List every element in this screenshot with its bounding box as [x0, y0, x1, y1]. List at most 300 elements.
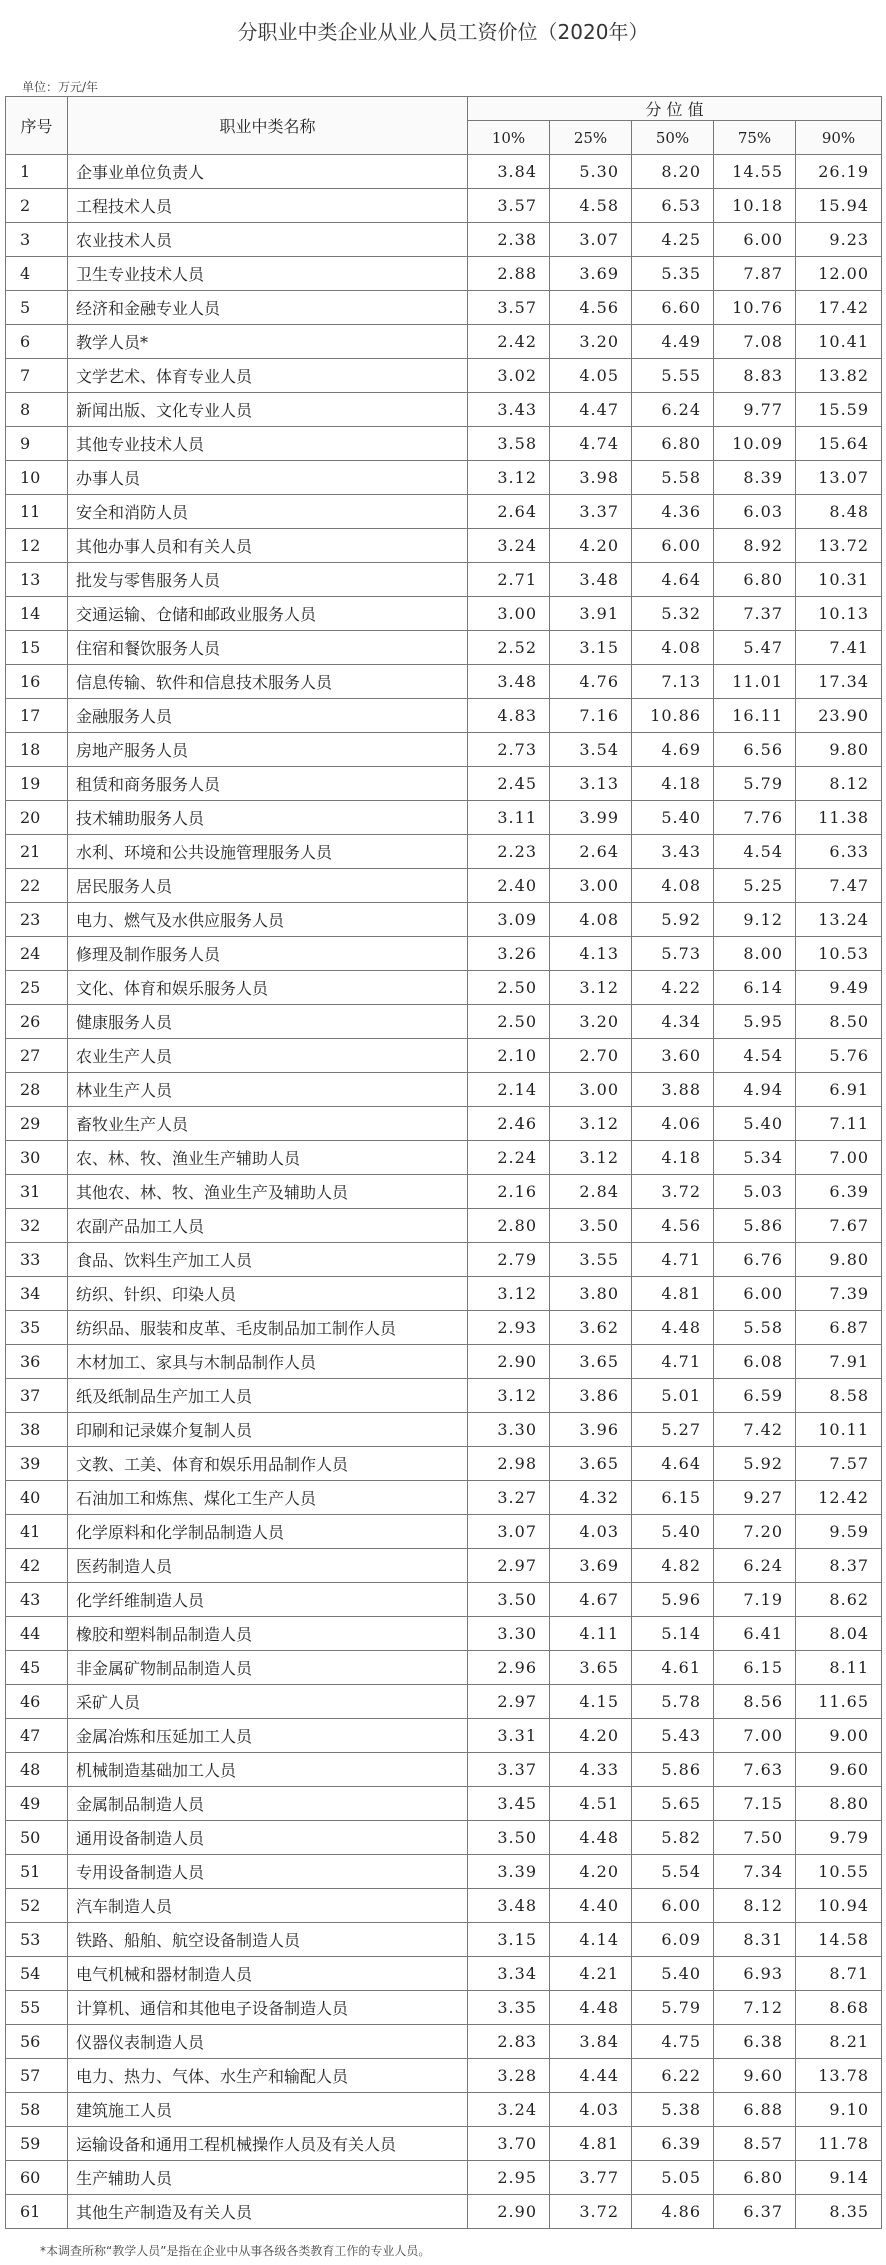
table-row	[6, 631, 882, 665]
cell-occupation: 文教、工美、体育和娱乐用品制作人员	[68, 1447, 468, 1481]
cell-p10: 2.96	[468, 1651, 550, 1685]
cell-p10: 3.39	[468, 1855, 550, 1889]
cell-p25: 3.37	[550, 495, 632, 529]
cell-p10: 2.88	[468, 257, 550, 291]
cell-no: 9	[6, 427, 68, 461]
header-p75: 75%	[714, 121, 796, 155]
cell-occupation: 纸及纸制品生产加工人员	[68, 1379, 468, 1413]
cell-p25: 4.48	[550, 1821, 632, 1855]
cell-occupation: 木材加工、家具与木制品制作人员	[68, 1345, 468, 1379]
cell-p90: 10.94	[796, 1889, 882, 1923]
cell-p25: 4.03	[550, 2093, 632, 2127]
table-row	[6, 2025, 882, 2059]
cell-occupation: 其他农、林、牧、渔业生产及辅助人员	[68, 1175, 468, 1209]
cell-p25: 2.84	[550, 1175, 632, 1209]
cell-p25: 3.13	[550, 767, 632, 801]
cell-occupation: 农业技术人员	[68, 223, 468, 257]
cell-no: 40	[6, 1481, 68, 1515]
table-row	[6, 1685, 882, 1719]
cell-p10: 3.48	[468, 1889, 550, 1923]
cell-p50: 4.71	[632, 1243, 714, 1277]
table-row	[6, 1039, 882, 1073]
table-row	[6, 767, 882, 801]
cell-p50: 3.88	[632, 1073, 714, 1107]
cell-p25: 4.32	[550, 1481, 632, 1515]
cell-p75: 7.76	[714, 801, 796, 835]
cell-no: 24	[6, 937, 68, 971]
cell-occupation: 铁路、船舶、航空设备制造人员	[68, 1923, 468, 1957]
cell-p90: 7.00	[796, 1141, 882, 1175]
cell-p50: 4.64	[632, 563, 714, 597]
table-row	[6, 1957, 882, 1991]
cell-p90: 9.80	[796, 1243, 882, 1277]
table-row	[6, 359, 882, 393]
cell-p10: 2.83	[468, 2025, 550, 2059]
cell-p75: 6.03	[714, 495, 796, 529]
table-row	[6, 971, 882, 1005]
table-row	[6, 1515, 882, 1549]
cell-p25: 4.81	[550, 2127, 632, 2161]
table-row	[6, 665, 882, 699]
table-row	[6, 1991, 882, 2025]
cell-p75: 7.15	[714, 1787, 796, 1821]
cell-p50: 5.05	[632, 2161, 714, 2195]
cell-no: 51	[6, 1855, 68, 1889]
cell-p75: 7.37	[714, 597, 796, 631]
cell-p10: 3.30	[468, 1617, 550, 1651]
cell-p10: 3.02	[468, 359, 550, 393]
table-row	[6, 1651, 882, 1685]
cell-p25: 4.20	[550, 529, 632, 563]
cell-p10: 2.45	[468, 767, 550, 801]
cell-p50: 6.80	[632, 427, 714, 461]
cell-no: 20	[6, 801, 68, 835]
cell-p10: 2.97	[468, 1549, 550, 1583]
cell-p90: 8.35	[796, 2195, 882, 2229]
cell-p10: 2.16	[468, 1175, 550, 1209]
cell-p50: 5.38	[632, 2093, 714, 2127]
cell-p50: 4.49	[632, 325, 714, 359]
cell-p50: 10.86	[632, 699, 714, 733]
cell-p25: 2.70	[550, 1039, 632, 1073]
cell-no: 53	[6, 1923, 68, 1957]
cell-p25: 3.07	[550, 223, 632, 257]
cell-occupation: 文学艺术、体育专业人员	[68, 359, 468, 393]
cell-no: 21	[6, 835, 68, 869]
table-row	[6, 801, 882, 835]
wage-table	[5, 96, 882, 2229]
cell-p50: 4.18	[632, 767, 714, 801]
cell-p90: 13.82	[796, 359, 882, 393]
cell-p25: 3.55	[550, 1243, 632, 1277]
cell-p90: 17.34	[796, 665, 882, 699]
cell-p50: 6.15	[632, 1481, 714, 1515]
cell-no: 44	[6, 1617, 68, 1651]
cell-p75: 7.20	[714, 1515, 796, 1549]
cell-p25: 3.84	[550, 2025, 632, 2059]
cell-no: 4	[6, 257, 68, 291]
cell-p75: 11.01	[714, 665, 796, 699]
cell-occupation: 金属制品制造人员	[68, 1787, 468, 1821]
cell-occupation: 技术辅助服务人员	[68, 801, 468, 835]
header-p50: 50%	[632, 121, 714, 155]
cell-p10: 3.09	[468, 903, 550, 937]
cell-no: 48	[6, 1753, 68, 1787]
cell-p10: 2.95	[468, 2161, 550, 2195]
cell-p50: 5.79	[632, 1991, 714, 2025]
table-row	[6, 1583, 882, 1617]
cell-p25: 4.08	[550, 903, 632, 937]
table-row	[6, 1345, 882, 1379]
table-row	[6, 495, 882, 529]
cell-p25: 3.98	[550, 461, 632, 495]
cell-p10: 2.24	[468, 1141, 550, 1175]
cell-p50: 4.22	[632, 971, 714, 1005]
cell-p50: 5.82	[632, 1821, 714, 1855]
cell-p50: 5.58	[632, 461, 714, 495]
cell-p50: 5.43	[632, 1719, 714, 1753]
cell-no: 32	[6, 1209, 68, 1243]
table-row	[6, 869, 882, 903]
cell-no: 27	[6, 1039, 68, 1073]
cell-no: 42	[6, 1549, 68, 1583]
cell-p25: 3.80	[550, 1277, 632, 1311]
header-percentile-group: 分 位 值	[468, 97, 882, 121]
cell-p75: 9.60	[714, 2059, 796, 2093]
cell-occupation: 建筑施工人员	[68, 2093, 468, 2127]
cell-p50: 6.09	[632, 1923, 714, 1957]
cell-p90: 8.12	[796, 767, 882, 801]
cell-p10: 3.31	[468, 1719, 550, 1753]
cell-p10: 3.37	[468, 1753, 550, 1787]
cell-p50: 5.65	[632, 1787, 714, 1821]
cell-p50: 4.06	[632, 1107, 714, 1141]
table-row	[6, 461, 882, 495]
cell-occupation: 其他生产制造及有关人员	[68, 2195, 468, 2229]
cell-p90: 9.10	[796, 2093, 882, 2127]
cell-p25: 5.30	[550, 155, 632, 189]
cell-p10: 3.84	[468, 155, 550, 189]
cell-p25: 4.74	[550, 427, 632, 461]
cell-p25: 4.67	[550, 1583, 632, 1617]
cell-p50: 4.56	[632, 1209, 714, 1243]
cell-p75: 8.12	[714, 1889, 796, 1923]
cell-p10: 2.50	[468, 1005, 550, 1039]
cell-no: 59	[6, 2127, 68, 2161]
cell-p75: 16.11	[714, 699, 796, 733]
cell-p50: 6.00	[632, 1889, 714, 1923]
cell-no: 8	[6, 393, 68, 427]
cell-p25: 3.50	[550, 1209, 632, 1243]
cell-p10: 2.93	[468, 1311, 550, 1345]
cell-p75: 6.56	[714, 733, 796, 767]
table-row	[6, 1889, 882, 1923]
cell-no: 38	[6, 1413, 68, 1447]
cell-p10: 2.79	[468, 1243, 550, 1277]
cell-p25: 3.20	[550, 325, 632, 359]
cell-p75: 5.03	[714, 1175, 796, 1209]
cell-p75: 6.14	[714, 971, 796, 1005]
cell-occupation: 通用设备制造人员	[68, 1821, 468, 1855]
cell-p25: 4.48	[550, 1991, 632, 2025]
table-row	[6, 1787, 882, 1821]
cell-p90: 6.39	[796, 1175, 882, 1209]
cell-no: 54	[6, 1957, 68, 1991]
cell-p50: 5.40	[632, 1957, 714, 1991]
cell-p75: 4.54	[714, 835, 796, 869]
cell-p90: 10.53	[796, 937, 882, 971]
cell-p25: 4.76	[550, 665, 632, 699]
cell-p10: 3.12	[468, 1277, 550, 1311]
cell-occupation: 化学原料和化学制品制造人员	[68, 1515, 468, 1549]
cell-p90: 7.41	[796, 631, 882, 665]
cell-occupation: 化学纤维制造人员	[68, 1583, 468, 1617]
cell-p90: 9.23	[796, 223, 882, 257]
cell-p25: 4.03	[550, 1515, 632, 1549]
cell-p75: 5.92	[714, 1447, 796, 1481]
table-row	[6, 2195, 882, 2229]
cell-p10: 2.10	[468, 1039, 550, 1073]
cell-p25: 3.12	[550, 1107, 632, 1141]
cell-p25: 4.20	[550, 1855, 632, 1889]
cell-p90: 14.58	[796, 1923, 882, 1957]
unit-label: 单位：万元/年	[22, 80, 99, 94]
cell-p25: 4.51	[550, 1787, 632, 1821]
cell-p10: 3.00	[468, 597, 550, 631]
cell-p50: 6.24	[632, 393, 714, 427]
cell-occupation: 健康服务人员	[68, 1005, 468, 1039]
header-p25: 25%	[550, 121, 632, 155]
cell-p25: 4.05	[550, 359, 632, 393]
cell-p75: 7.12	[714, 1991, 796, 2025]
cell-occupation: 卫生专业技术人员	[68, 257, 468, 291]
table-row	[6, 291, 882, 325]
cell-p10: 2.64	[468, 495, 550, 529]
cell-p75: 5.34	[714, 1141, 796, 1175]
table-row	[6, 1005, 882, 1039]
table-row	[6, 1719, 882, 1753]
cell-occupation: 农副产品加工人员	[68, 1209, 468, 1243]
cell-p50: 5.86	[632, 1753, 714, 1787]
cell-p75: 9.77	[714, 393, 796, 427]
cell-no: 19	[6, 767, 68, 801]
table-row	[6, 2161, 882, 2195]
cell-occupation: 汽车制造人员	[68, 1889, 468, 1923]
cell-p90: 9.00	[796, 1719, 882, 1753]
cell-p90: 8.50	[796, 1005, 882, 1039]
cell-no: 41	[6, 1515, 68, 1549]
table-row	[6, 733, 882, 767]
cell-p50: 5.55	[632, 359, 714, 393]
table-row	[6, 1821, 882, 1855]
cell-p10: 3.24	[468, 2093, 550, 2127]
table-row	[6, 1073, 882, 1107]
cell-p75: 7.87	[714, 257, 796, 291]
cell-no: 43	[6, 1583, 68, 1617]
cell-p50: 4.82	[632, 1549, 714, 1583]
cell-p75: 9.12	[714, 903, 796, 937]
cell-p50: 4.48	[632, 1311, 714, 1345]
cell-no: 47	[6, 1719, 68, 1753]
cell-p90: 9.59	[796, 1515, 882, 1549]
cell-no: 10	[6, 461, 68, 495]
cell-p25: 3.86	[550, 1379, 632, 1413]
cell-occupation: 农、林、牧、渔业生产辅助人员	[68, 1141, 468, 1175]
cell-no: 26	[6, 1005, 68, 1039]
cell-p50: 4.86	[632, 2195, 714, 2229]
cell-no: 29	[6, 1107, 68, 1141]
cell-p25: 3.69	[550, 257, 632, 291]
table-row	[6, 1549, 882, 1583]
table-row	[6, 1481, 882, 1515]
cell-p75: 6.93	[714, 1957, 796, 1991]
cell-occupation: 仪器仪表制造人员	[68, 2025, 468, 2059]
cell-p50: 4.69	[632, 733, 714, 767]
cell-occupation: 电气机械和器材制造人员	[68, 1957, 468, 1991]
cell-p10: 2.90	[468, 1345, 550, 1379]
cell-p90: 10.31	[796, 563, 882, 597]
header-p90: 90%	[796, 121, 882, 155]
cell-p75: 7.34	[714, 1855, 796, 1889]
cell-occupation: 文化、体育和娱乐服务人员	[68, 971, 468, 1005]
cell-no: 1	[6, 155, 68, 189]
cell-no: 7	[6, 359, 68, 393]
cell-occupation: 经济和金融专业人员	[68, 291, 468, 325]
cell-occupation: 采矿人员	[68, 1685, 468, 1719]
table-row	[6, 155, 882, 189]
cell-p25: 3.65	[550, 1651, 632, 1685]
cell-p90: 10.55	[796, 1855, 882, 1889]
cell-occupation: 教学人员*	[68, 325, 468, 359]
cell-no: 45	[6, 1651, 68, 1685]
cell-occupation: 居民服务人员	[68, 869, 468, 903]
cell-p10: 2.23	[468, 835, 550, 869]
cell-p10: 2.14	[468, 1073, 550, 1107]
cell-occupation: 批发与零售服务人员	[68, 563, 468, 597]
cell-p10: 2.80	[468, 1209, 550, 1243]
cell-p25: 4.20	[550, 1719, 632, 1753]
cell-occupation: 印刷和记录媒介复制人员	[68, 1413, 468, 1447]
cell-p50: 5.54	[632, 1855, 714, 1889]
cell-p50: 4.18	[632, 1141, 714, 1175]
cell-p75: 4.94	[714, 1073, 796, 1107]
cell-p25: 4.14	[550, 1923, 632, 1957]
cell-occupation: 纺织品、服装和皮革、毛皮制品加工制作人员	[68, 1311, 468, 1345]
cell-p75: 5.40	[714, 1107, 796, 1141]
table-body	[6, 155, 882, 2229]
cell-occupation: 专用设备制造人员	[68, 1855, 468, 1889]
cell-p90: 9.80	[796, 733, 882, 767]
table-row	[6, 699, 882, 733]
cell-p10: 3.45	[468, 1787, 550, 1821]
table-row	[6, 1209, 882, 1243]
cell-p90: 11.78	[796, 2127, 882, 2161]
cell-p90: 17.42	[796, 291, 882, 325]
table-row	[6, 1753, 882, 1787]
cell-p90: 15.94	[796, 189, 882, 223]
cell-p25: 4.47	[550, 393, 632, 427]
table-row	[6, 597, 882, 631]
cell-p25: 3.72	[550, 2195, 632, 2229]
cell-p25: 3.65	[550, 1345, 632, 1379]
cell-no: 55	[6, 1991, 68, 2025]
cell-no: 60	[6, 2161, 68, 2195]
cell-p25: 4.15	[550, 1685, 632, 1719]
cell-occupation: 办事人员	[68, 461, 468, 495]
cell-p90: 9.14	[796, 2161, 882, 2195]
cell-p10: 2.40	[468, 869, 550, 903]
cell-p10: 3.11	[468, 801, 550, 835]
cell-p10: 3.12	[468, 1379, 550, 1413]
cell-p75: 7.50	[714, 1821, 796, 1855]
cell-p75: 6.24	[714, 1549, 796, 1583]
cell-no: 36	[6, 1345, 68, 1379]
cell-p75: 5.86	[714, 1209, 796, 1243]
cell-p90: 15.64	[796, 427, 882, 461]
cell-p75: 10.76	[714, 291, 796, 325]
cell-p90: 26.19	[796, 155, 882, 189]
table-row	[6, 903, 882, 937]
cell-p25: 3.77	[550, 2161, 632, 2195]
cell-p75: 6.00	[714, 1277, 796, 1311]
cell-no: 35	[6, 1311, 68, 1345]
cell-p25: 3.48	[550, 563, 632, 597]
cell-no: 11	[6, 495, 68, 529]
cell-p25: 3.00	[550, 1073, 632, 1107]
cell-occupation: 林业生产人员	[68, 1073, 468, 1107]
cell-p50: 6.39	[632, 2127, 714, 2161]
cell-p50: 6.60	[632, 291, 714, 325]
cell-p25: 4.56	[550, 291, 632, 325]
cell-no: 17	[6, 699, 68, 733]
cell-p25: 4.33	[550, 1753, 632, 1787]
table-row	[6, 1855, 882, 1889]
cell-no: 39	[6, 1447, 68, 1481]
cell-p75: 7.63	[714, 1753, 796, 1787]
cell-p90: 12.42	[796, 1481, 882, 1515]
cell-p90: 9.60	[796, 1753, 882, 1787]
cell-p90: 8.48	[796, 495, 882, 529]
cell-p10: 2.52	[468, 631, 550, 665]
cell-p75: 14.55	[714, 155, 796, 189]
cell-p50: 4.34	[632, 1005, 714, 1039]
cell-p75: 6.80	[714, 2161, 796, 2195]
cell-p25: 4.13	[550, 937, 632, 971]
cell-occupation: 计算机、通信和其他电子设备制造人员	[68, 1991, 468, 2025]
cell-p25: 4.21	[550, 1957, 632, 1991]
cell-no: 49	[6, 1787, 68, 1821]
cell-p10: 3.50	[468, 1821, 550, 1855]
cell-p75: 7.42	[714, 1413, 796, 1447]
cell-p50: 7.13	[632, 665, 714, 699]
cell-no: 31	[6, 1175, 68, 1209]
cell-p75: 6.88	[714, 2093, 796, 2127]
cell-p10: 3.15	[468, 1923, 550, 1957]
cell-p90: 8.04	[796, 1617, 882, 1651]
cell-p90: 8.71	[796, 1957, 882, 1991]
cell-no: 58	[6, 2093, 68, 2127]
cell-p50: 5.78	[632, 1685, 714, 1719]
cell-p50: 3.60	[632, 1039, 714, 1073]
cell-occupation: 非金属矿物制品制造人员	[68, 1651, 468, 1685]
cell-p25: 4.44	[550, 2059, 632, 2093]
cell-no: 30	[6, 1141, 68, 1175]
cell-occupation: 金融服务人员	[68, 699, 468, 733]
cell-p50: 3.72	[632, 1175, 714, 1209]
cell-occupation: 生产辅助人员	[68, 2161, 468, 2195]
cell-p25: 3.12	[550, 971, 632, 1005]
table-row	[6, 1379, 882, 1413]
